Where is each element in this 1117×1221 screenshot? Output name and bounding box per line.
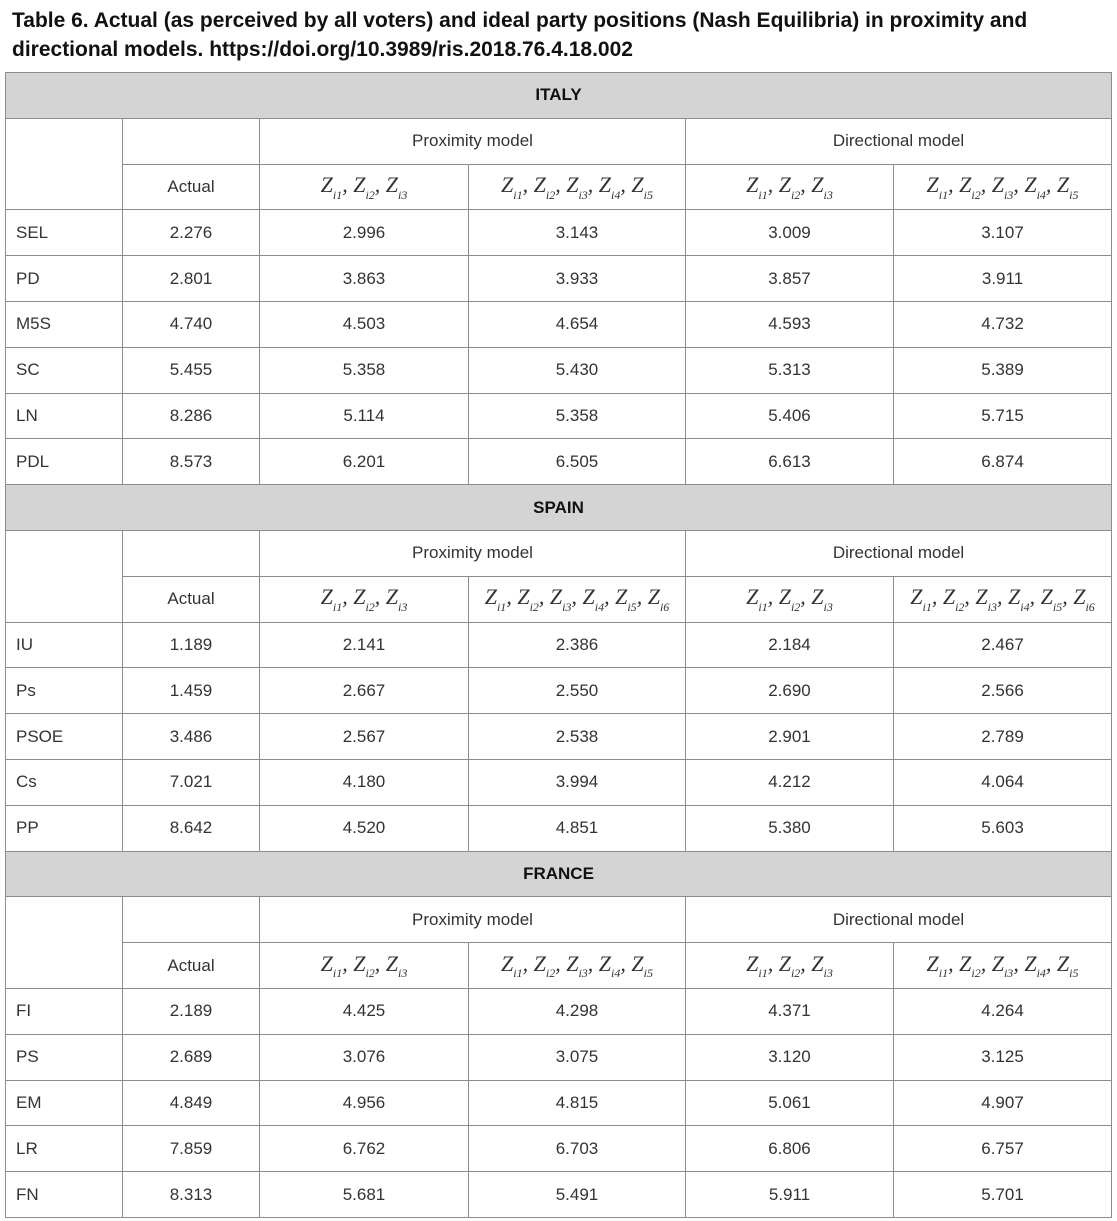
value-cell: 4.849	[123, 1080, 260, 1126]
value-cell: 6.757	[894, 1126, 1112, 1172]
model-header-row	[6, 530, 1112, 576]
value-cell: 5.358	[469, 393, 686, 439]
table-row	[6, 622, 1112, 668]
proximity-zn-header	[469, 943, 686, 989]
empty-header-cell	[6, 118, 123, 210]
value-cell: 6.874	[894, 439, 1112, 485]
value-cell: 4.298	[469, 988, 686, 1034]
table-title: Table 6. Actual (as perceived by all voters) and ideal party positions (Nash Equilibria) in proximity and directional models. https://doi.org/10.3989/ris.2018.76.4.18.002	[12, 9, 1028, 61]
empty-header-cell	[123, 530, 260, 576]
party-name: FN	[6, 1172, 123, 1218]
value-cell: 2.566	[894, 668, 1112, 714]
directional-model-header: Directional model	[686, 530, 1112, 576]
party-name: Cs	[6, 759, 123, 805]
value-cell: 6.806	[686, 1126, 894, 1172]
value-cell: 5.455	[123, 347, 260, 393]
value-cell: 3.857	[686, 256, 894, 302]
value-cell: 3.486	[123, 714, 260, 760]
data-table	[5, 72, 1112, 1218]
value-cell: 7.021	[123, 759, 260, 805]
actual-header: Actual	[123, 943, 260, 989]
value-cell: 1.189	[123, 622, 260, 668]
value-cell: 5.313	[686, 347, 894, 393]
country-header: ITALY	[6, 73, 1112, 119]
value-cell: 4.654	[469, 301, 686, 347]
proximity-model-header: Proximity model	[260, 897, 686, 943]
table-row	[6, 347, 1112, 393]
actual-header: Actual	[123, 164, 260, 210]
party-name: IU	[6, 622, 123, 668]
value-cell: 8.313	[123, 1172, 260, 1218]
value-cell: 1.459	[123, 668, 260, 714]
value-cell: 6.201	[260, 439, 469, 485]
party-name: PP	[6, 805, 123, 851]
party-name: Ps	[6, 668, 123, 714]
value-cell: 5.911	[686, 1172, 894, 1218]
country-header: SPAIN	[6, 485, 1112, 531]
value-cell: 2.801	[123, 256, 260, 302]
variables-header-row	[6, 943, 1112, 989]
model-header-row	[6, 897, 1112, 943]
value-cell: 4.593	[686, 301, 894, 347]
table-row	[6, 759, 1112, 805]
value-cell: 2.276	[123, 210, 260, 256]
party-name: LR	[6, 1126, 123, 1172]
value-cell: 3.994	[469, 759, 686, 805]
z-variables-label: $Z_{i1}$, $Z_{i2}$, $Z_{i3}$, $Z_{i4}$, $Z_{i5}$	[926, 172, 1079, 202]
value-cell: 3.076	[260, 1034, 469, 1080]
value-cell: 4.180	[260, 759, 469, 805]
z-variables-label: $Z_{i1}$, $Z_{i2}$, $Z_{i3}$, $Z_{i4}$, $Z_{i5}$	[926, 950, 1079, 981]
table-row	[6, 1172, 1112, 1218]
z-variables-label: $Z_{i1}$, $Z_{i2}$, $Z_{i3}$	[746, 584, 833, 614]
value-cell: 2.189	[123, 988, 260, 1034]
directional-z3-header	[686, 164, 894, 210]
proximity-z3-header	[260, 576, 469, 622]
value-cell: 2.901	[686, 714, 894, 760]
value-cell: 2.184	[686, 622, 894, 668]
country-row	[6, 73, 1112, 119]
value-cell: 8.286	[123, 393, 260, 439]
value-cell: 2.386	[469, 622, 686, 668]
empty-header-cell	[6, 530, 123, 622]
proximity-model-header: Proximity model	[260, 118, 686, 164]
party-name: SC	[6, 347, 123, 393]
value-cell: 2.538	[469, 714, 686, 760]
value-cell: 3.075	[469, 1034, 686, 1080]
value-cell: 2.467	[894, 622, 1112, 668]
z-variables-label: $Z_{i1}$, $Z_{i2}$, $Z_{i3}$, $Z_{i4}$, $Z_{i5}$	[501, 950, 653, 981]
country-row	[6, 851, 1112, 897]
empty-header-cell	[123, 897, 260, 943]
table-row	[6, 714, 1112, 760]
value-cell: 4.064	[894, 759, 1112, 805]
value-cell: 4.425	[260, 988, 469, 1034]
value-cell: 7.859	[123, 1126, 260, 1172]
value-cell: 2.690	[686, 668, 894, 714]
value-cell: 2.996	[260, 210, 469, 256]
value-cell: 4.815	[469, 1080, 686, 1126]
value-cell: 4.732	[894, 301, 1112, 347]
value-cell: 6.703	[469, 1126, 686, 1172]
value-cell: 3.933	[469, 256, 686, 302]
party-name: PS	[6, 1034, 123, 1080]
value-cell: 3.107	[894, 210, 1112, 256]
value-cell: 3.143	[469, 210, 686, 256]
directional-zn-header	[894, 943, 1112, 989]
value-cell: 2.567	[260, 714, 469, 760]
variables-header-row	[6, 576, 1112, 622]
value-cell: 4.371	[686, 988, 894, 1034]
value-cell: 3.911	[894, 256, 1112, 302]
table-row	[6, 1126, 1112, 1172]
directional-zn-header	[894, 164, 1112, 210]
value-cell: 6.613	[686, 439, 894, 485]
variables-header-row	[6, 164, 1112, 210]
table-row	[6, 256, 1112, 302]
table-row	[6, 988, 1112, 1034]
table-row	[6, 210, 1112, 256]
party-name: FI	[6, 988, 123, 1034]
value-cell: 4.851	[469, 805, 686, 851]
value-cell: 3.125	[894, 1034, 1112, 1080]
value-cell: 2.141	[260, 622, 469, 668]
value-cell: 2.550	[469, 668, 686, 714]
proximity-zn-header	[469, 576, 686, 622]
table-row	[6, 393, 1112, 439]
value-cell: 4.740	[123, 301, 260, 347]
party-name: EM	[6, 1080, 123, 1126]
value-cell: 5.389	[894, 347, 1112, 393]
proximity-model-header: Proximity model	[260, 530, 686, 576]
z-variables-label: $Z_{i1}$, $Z_{i2}$, $Z_{i3}$, $Z_{i4}$, $Z_{i5}$	[501, 172, 653, 202]
value-cell: 2.689	[123, 1034, 260, 1080]
value-cell: 3.863	[260, 256, 469, 302]
value-cell: 4.520	[260, 805, 469, 851]
z-variables-label: $Z_{i1}$, $Z_{i2}$, $Z_{i3}$	[320, 950, 408, 981]
value-cell: 6.505	[469, 439, 686, 485]
value-cell: 8.573	[123, 439, 260, 485]
party-name: PDL	[6, 439, 123, 485]
proximity-z3-header	[260, 943, 469, 989]
value-cell: 5.491	[469, 1172, 686, 1218]
model-header-row	[6, 118, 1112, 164]
empty-header-cell	[123, 118, 260, 164]
table-row	[6, 1080, 1112, 1126]
z-variables-label: $Z_{i1}$, $Z_{i2}$, $Z_{i3}$	[320, 172, 408, 202]
z-variables-label: $Z_{i1}$, $Z_{i2}$, $Z_{i3}$	[746, 172, 833, 202]
party-name: PSOE	[6, 714, 123, 760]
actual-header: Actual	[123, 576, 260, 622]
value-cell: 2.667	[260, 668, 469, 714]
empty-header-cell	[6, 897, 123, 989]
z-variables-label: $Z_{i1}$, $Z_{i2}$, $Z_{i3}$, $Z_{i4}$, $Z_{i5}$, $Z_{i6}$	[484, 584, 670, 614]
directional-zn-header	[894, 576, 1112, 622]
value-cell: 3.120	[686, 1034, 894, 1080]
party-name: LN	[6, 393, 123, 439]
proximity-zn-header	[469, 164, 686, 210]
party-name: M5S	[6, 301, 123, 347]
value-cell: 4.907	[894, 1080, 1112, 1126]
directional-z3-header	[686, 943, 894, 989]
value-cell: 5.061	[686, 1080, 894, 1126]
value-cell: 6.762	[260, 1126, 469, 1172]
value-cell: 2.789	[894, 714, 1112, 760]
value-cell: 5.603	[894, 805, 1112, 851]
value-cell: 5.701	[894, 1172, 1112, 1218]
proximity-z3-header	[260, 164, 469, 210]
z-variables-label: $Z_{i1}$, $Z_{i2}$, $Z_{i3}$	[320, 584, 408, 614]
value-cell: 8.642	[123, 805, 260, 851]
directional-z3-header	[686, 576, 894, 622]
value-cell: 5.380	[686, 805, 894, 851]
value-cell: 5.715	[894, 393, 1112, 439]
value-cell: 4.212	[686, 759, 894, 805]
value-cell: 5.358	[260, 347, 469, 393]
z-variables-label: $Z_{i1}$, $Z_{i2}$, $Z_{i3}$, $Z_{i4}$, $Z_{i5}$, $Z_{i6}$	[910, 584, 1095, 614]
value-cell: 5.430	[469, 347, 686, 393]
table-row	[6, 301, 1112, 347]
value-cell: 5.681	[260, 1172, 469, 1218]
party-name: PD	[6, 256, 123, 302]
z-variables-label: $Z_{i1}$, $Z_{i2}$, $Z_{i3}$	[746, 950, 833, 981]
party-name: SEL	[6, 210, 123, 256]
country-row	[6, 485, 1112, 531]
table-row	[6, 668, 1112, 714]
table-row	[6, 439, 1112, 485]
directional-model-header: Directional model	[686, 118, 1112, 164]
value-cell: 4.956	[260, 1080, 469, 1126]
table-row	[6, 1034, 1112, 1080]
value-cell: 5.406	[686, 393, 894, 439]
value-cell: 4.503	[260, 301, 469, 347]
country-header: FRANCE	[6, 851, 1112, 897]
value-cell: 5.114	[260, 393, 469, 439]
value-cell: 4.264	[894, 988, 1112, 1034]
directional-model-header: Directional model	[686, 897, 1112, 943]
value-cell: 3.009	[686, 210, 894, 256]
table-row	[6, 805, 1112, 851]
